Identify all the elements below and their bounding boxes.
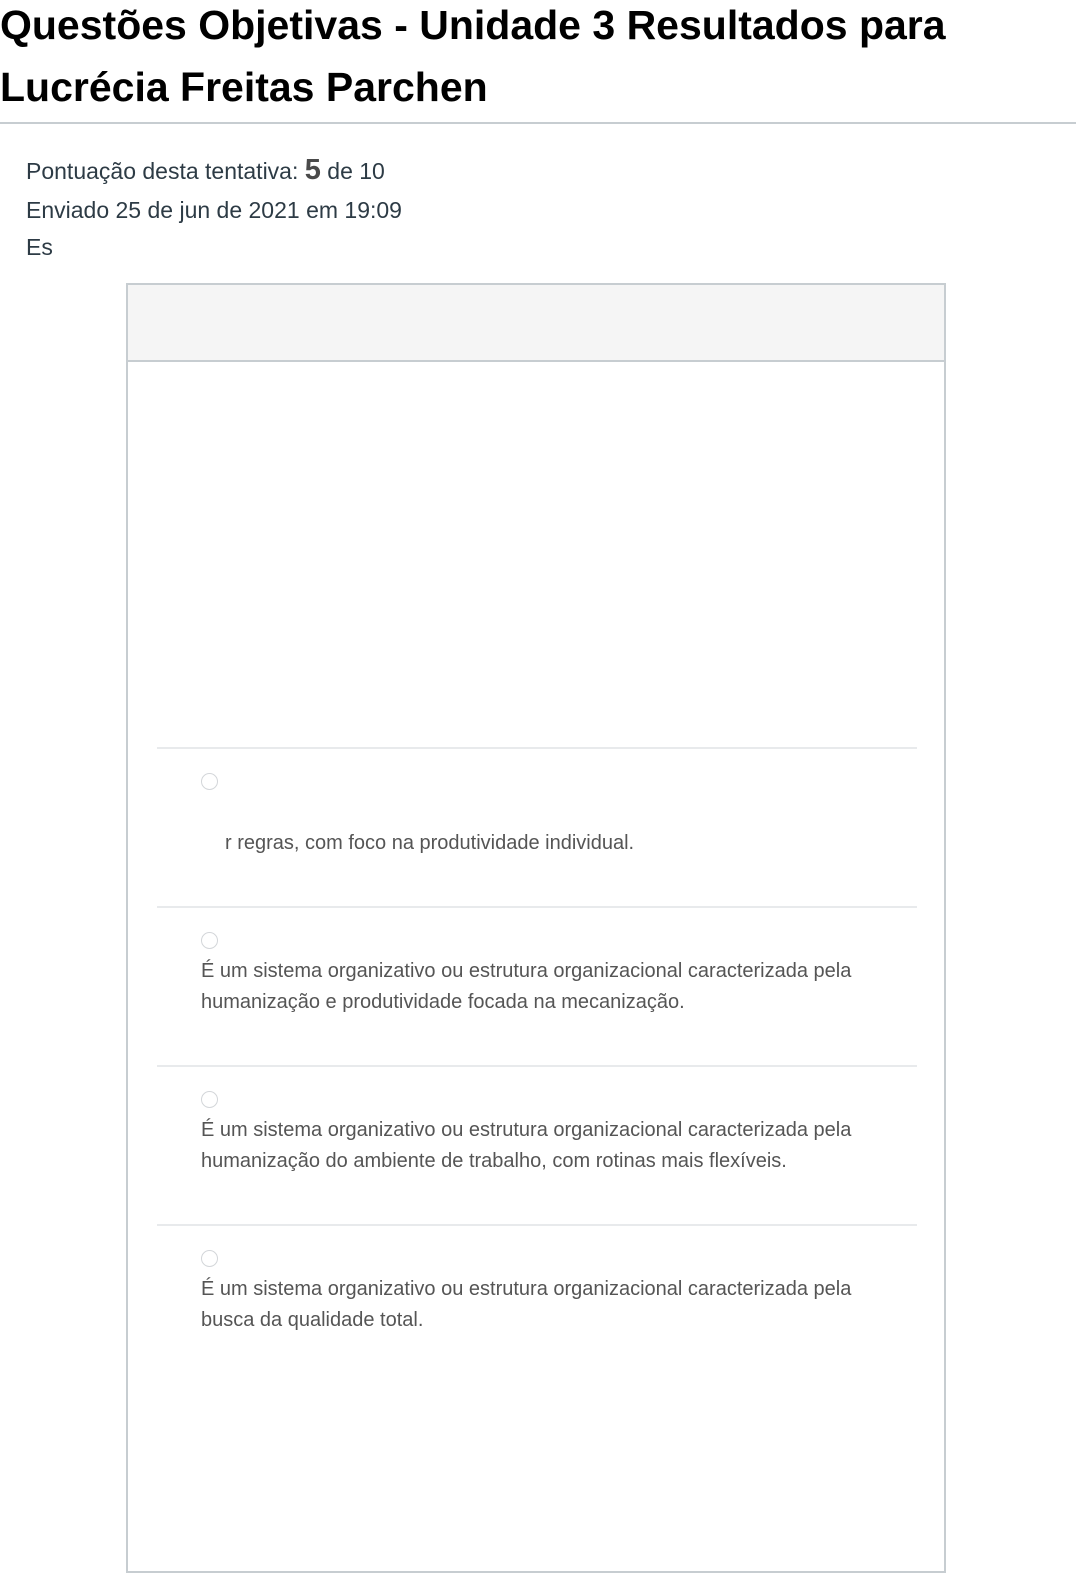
score-value: 5 xyxy=(304,154,321,186)
answer-text: É um sistema organizativo ou estrutura organizacional caracterizada pela humanização e produtividade focada na mecanização. xyxy=(201,960,852,1013)
answer-option[interactable] xyxy=(157,1224,917,1386)
radio-button[interactable] xyxy=(201,1250,218,1267)
radio-button[interactable] xyxy=(201,932,218,949)
answer-option[interactable] xyxy=(157,747,917,909)
score-label: Pontuação desta tentativa: xyxy=(26,158,305,184)
truncated-text: Es xyxy=(26,234,53,260)
answer-text: É um sistema organizativo ou estrutura organizacional caracterizada pela busca da qualidade total. xyxy=(201,1278,852,1331)
score-line xyxy=(26,152,385,189)
answer-text: É um sistema organizativo ou estrutura organizacional caracterizada pela humanização do ambiente de trabalho, com rotinas mais flexíveis. xyxy=(201,1119,852,1172)
score-total: de 10 xyxy=(320,158,385,184)
answer-option[interactable] xyxy=(157,1065,917,1227)
answer-text: r regras, com foco na produtividade individual. xyxy=(225,832,635,854)
submitted-date: Enviado 25 de jun de 2021 em 19:09 xyxy=(26,197,402,223)
radio-button[interactable] xyxy=(201,1091,218,1108)
question-card xyxy=(126,283,946,1573)
question-header xyxy=(128,285,944,362)
answer-option[interactable] xyxy=(157,906,917,1068)
radio-button[interactable] xyxy=(201,773,218,790)
page-title: Questões Objetivas - Unidade 3 Resultados para Lucrécia Freitas Parchen xyxy=(0,2,946,110)
title-divider xyxy=(0,122,1076,124)
